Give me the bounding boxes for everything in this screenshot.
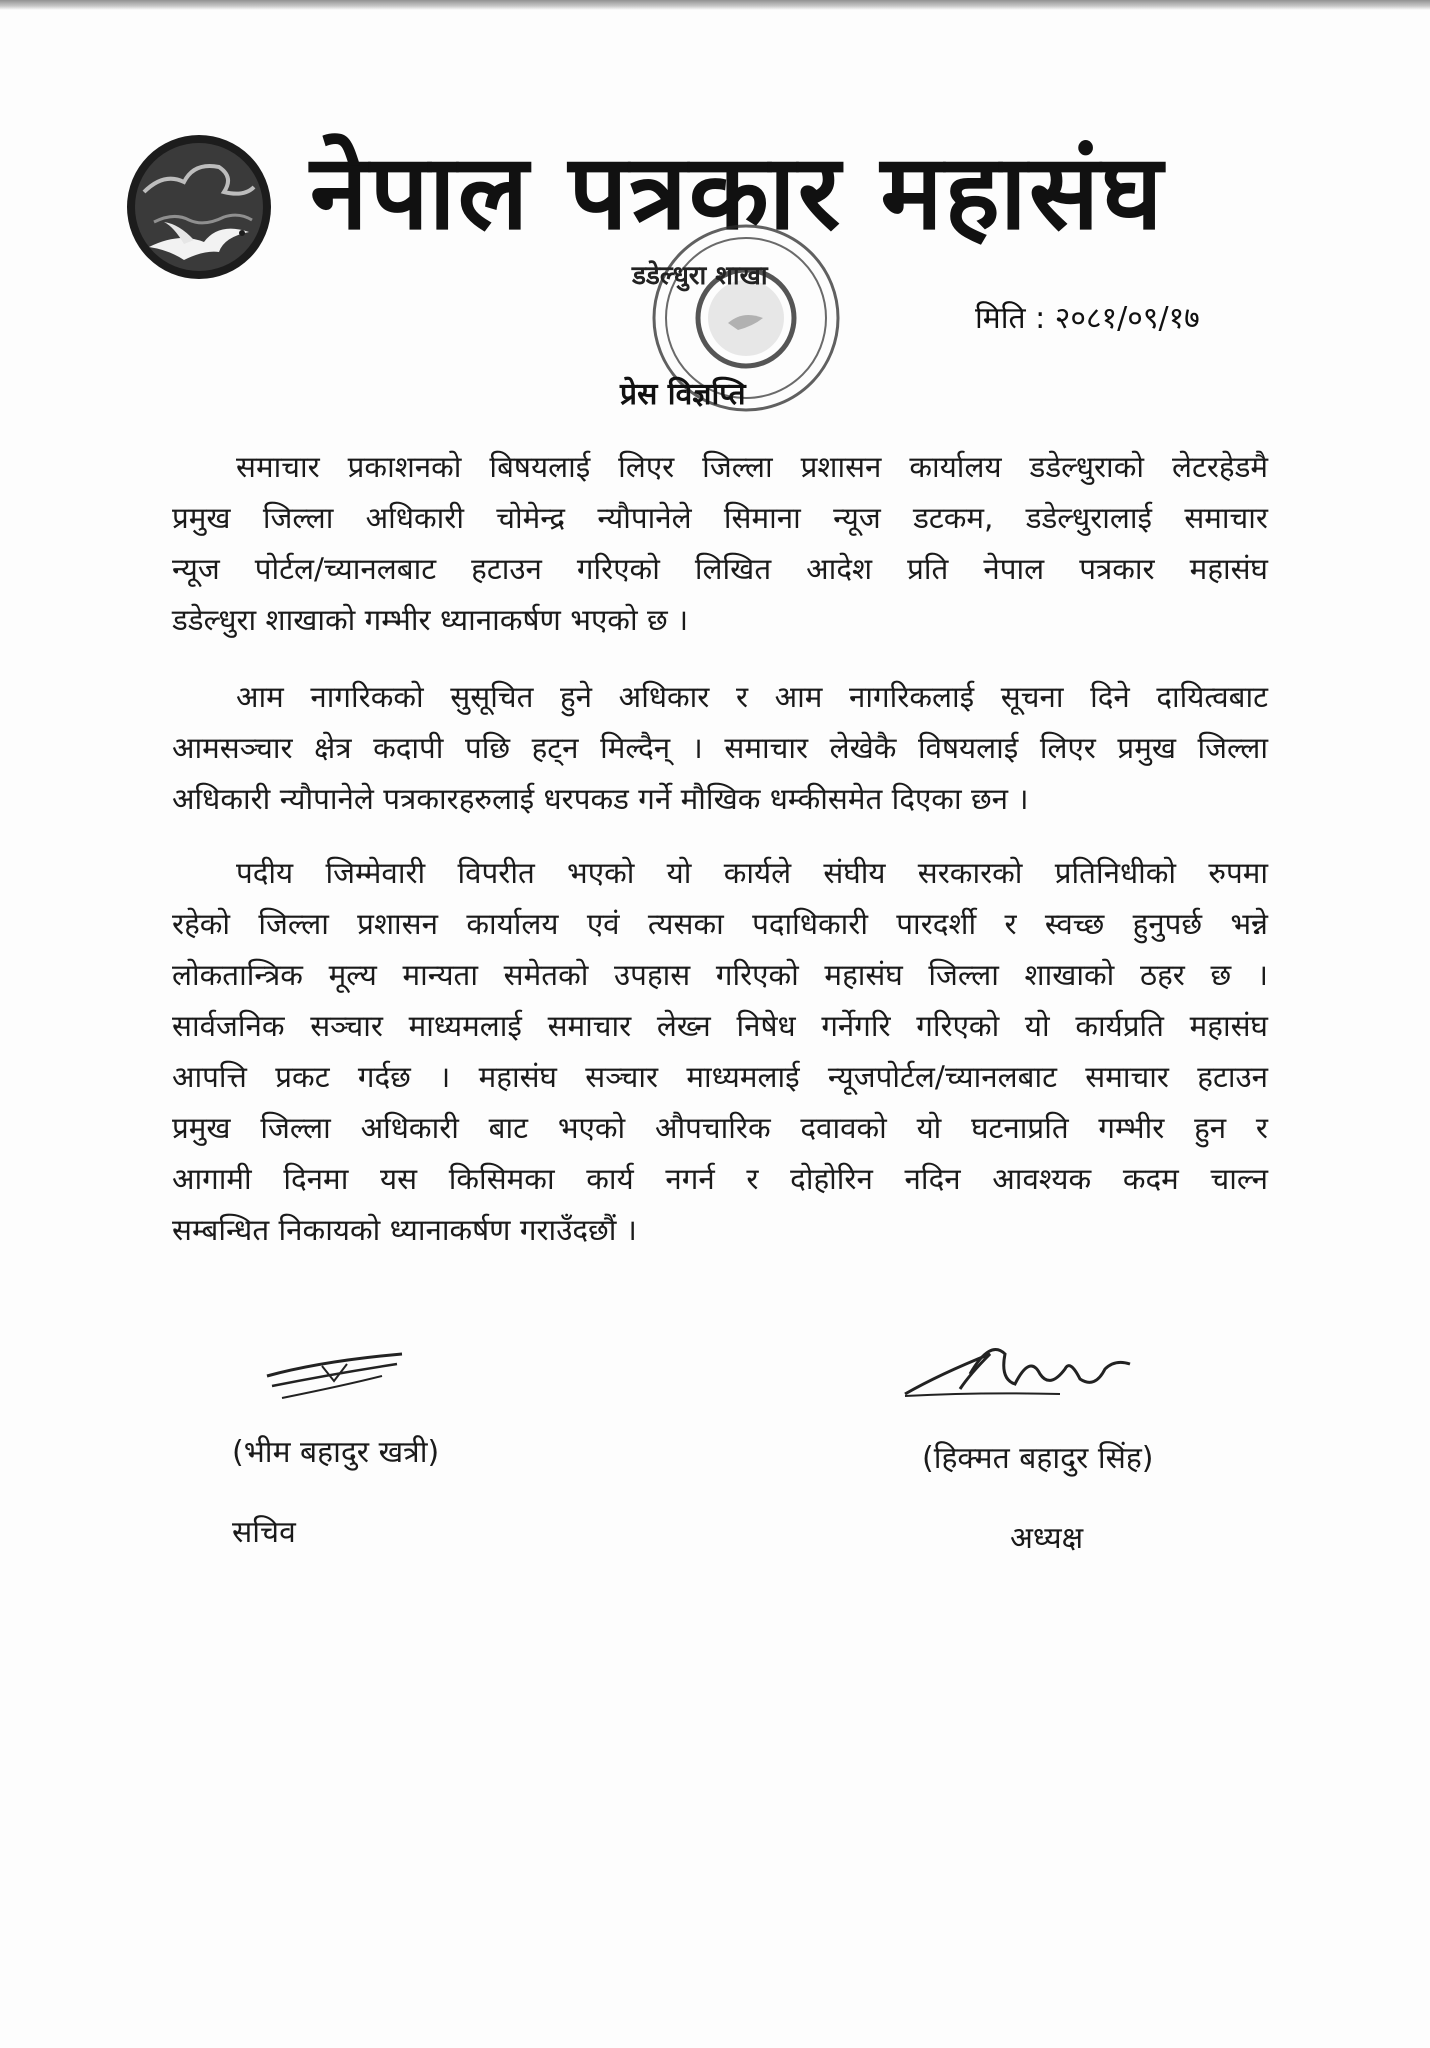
paragraph-line: आम नागरिकको सुसूचित हुने अधिकार र आम नागरिकलाई सूचना दिने दायित्वबाट	[236, 680, 1268, 714]
paragraph-line: रहेको जिल्ला प्रशासन कार्यालय एवं त्यसका पदाधिकारी पारदर्शी र स्वच्छ हुनुपर्छ भन्ने	[172, 907, 1268, 941]
branch-label: डडेल्धुरा शाखा	[632, 261, 768, 291]
federation-logo	[124, 132, 274, 282]
date-line: मिति : २०८१/०९/१७	[975, 301, 1200, 336]
paragraph-line: समाचार प्रकाशनको बिषयलाई लिएर जिल्ला प्रशासन कार्यालय डडेल्धुराको लेटरहेडमै	[236, 450, 1268, 484]
paragraph-line: लोकतान्त्रिक मूल्य मान्यता समेतको उपहास गरिएको महासंघ जिल्ला शाखाको ठहर छ ।	[172, 958, 1268, 992]
paragraph-line: सार्वजनिक सञ्चार माध्यमलाई समाचार लेख्न निषेध गर्नेगरि गरिएको यो कार्यप्रति महासंघ	[172, 1009, 1268, 1043]
paragraph-3	[172, 848, 1268, 1256]
press-release-heading: प्रेस विज्ञप्ति	[620, 377, 746, 412]
scan-edge	[0, 0, 1430, 10]
paragraph-line: अधिकारी न्यौपानेले पत्रकारहरुलाई धरपकड गर्ने मौखिक धम्कीसमेत दिएका छन ।	[172, 782, 1029, 816]
paragraph-line: डडेल्धुरा शाखाको गम्भीर ध्यानाकर्षण भएको छ ।	[172, 603, 689, 637]
president-name: (हिक्मत बहादुर सिंह)	[922, 1441, 1154, 1476]
paragraph-line: आपत्ति प्रकट गर्दछ । महासंघ सञ्चार माध्यमलाई न्यूजपोर्टल/च्यानलबाट समाचार हटाउन	[172, 1060, 1268, 1094]
secretary-signature	[262, 1346, 412, 1406]
paragraph-line: प्रमुख जिल्ला अधिकारी बाट भएको औपचारिक दवावको यो घटनाप्रति गम्भीर हुन र	[172, 1111, 1268, 1145]
secretary-title: सचिव	[232, 1515, 296, 1550]
paragraph-line: पदीय जिम्मेवारी विपरीत भएको यो कार्यले संघीय सरकारको प्रतिनिधीको रुपमा	[236, 856, 1268, 890]
paragraph-line: आगामी दिनमा यस किसिमका कार्य नगर्न र दोहोरिन नदिन आवश्यक कदम चाल्न	[172, 1162, 1268, 1196]
paragraph-line: आमसञ्चार क्षेत्र कदापी पछि हट्न मिल्दैन् । समाचार लेखेकै विषयलाई लिएर प्रमुख जिल्ला	[172, 731, 1268, 765]
organization-title: नेपाल पत्रकार महासंघ	[310, 131, 1165, 253]
paragraph-line: सम्बन्धित निकायको ध्यानाकर्षण गराउँदछौं ।	[172, 1213, 637, 1247]
president-title: अध्यक्ष	[1010, 1521, 1084, 1556]
president-signature	[900, 1334, 1140, 1414]
paragraph-1	[172, 442, 1268, 646]
paragraph-2	[172, 672, 1268, 825]
paragraph-line: प्रमुख जिल्ला अधिकारी चोमेन्द्र न्यौपानेले सिमाना न्यूज डटकम, डडेल्धुरालाई समाचार	[172, 501, 1268, 535]
paragraph-line: न्यूज पोर्टल/च्यानलबाट हटाउन गरिएको लिखित आदेश प्रति नेपाल पत्रकार महासंघ	[172, 552, 1268, 586]
secretary-name: (भीम बहादुर खत्री)	[232, 1435, 440, 1470]
